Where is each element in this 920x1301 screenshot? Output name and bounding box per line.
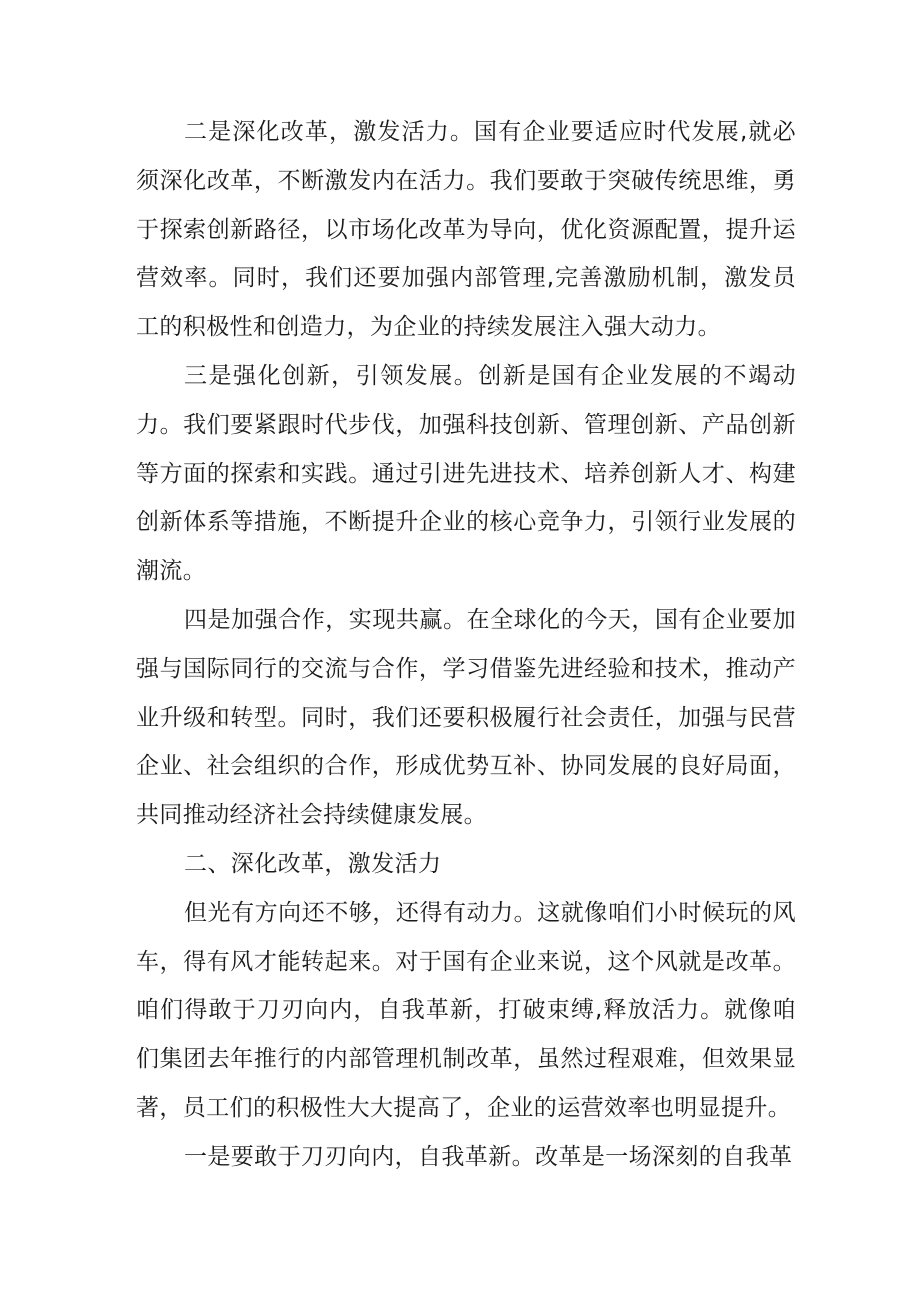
paragraph-deepen-reform: 二是深化改革，激发活力。国有企业要适应时代发展,就必须深化改革，不断激发内在活力。我们要敢于突破传统思维，勇于探索创新路径，以市场化改革为导向，优化资源配置，提升运营效率。同时，我们还要加强内部管理,完善激励机制，激发员工的积极性和创造力，为企业的持续发展注入强大动力。 — [136, 119, 796, 341]
paragraph-self-innovation: 一是要敢于刀刃向内，自我革新。改革是一场深刻的自我革 — [184, 1143, 793, 1170]
paragraph-strengthen-cooperation: 四是加强合作，实现共赢。在全球化的今天，国有企业要加强与国际同行的交流与合作，学习借鉴先进经验和技术，推动产业升级和转型。同时，我们还要积极履行社会责任，加强与民营企业、社会组织的合作，形成优势互补、协同发展的良好局面，共同推动经济社会持续健康发展。 — [136, 606, 796, 829]
paragraph-reform-momentum: 但光有方向还不够，还得有动力。这就像咱们小时候玩的风车，得有风才能转起来。对于国有企业来说，这个风就是改革。咱们得敢于刀刃向内，自我革新，打破束缚,释放活力。就像咱们集团去年推行的内部管理机制改革，虽然过程艰难，但效果显著，员工们的积极性大大提高了，企业的运营效率也明显提升。 — [136, 899, 796, 1121]
section-heading: 二、深化改革，激发活力 — [184, 850, 442, 877]
paragraph-strengthen-innovation: 三是强化创新，引领发展。创新是国有企业发展的不竭动力。我们要紧跟时代步伐，加强科技创新、管理创新、产品创新等方面的探索和实践。通过引进先进技术、培养创新人才、构建创新体系等措施，不断提升企业的核心竞争力，引领行业发展的潮流。 — [136, 362, 796, 585]
document-body — [136, 108, 796, 1182]
